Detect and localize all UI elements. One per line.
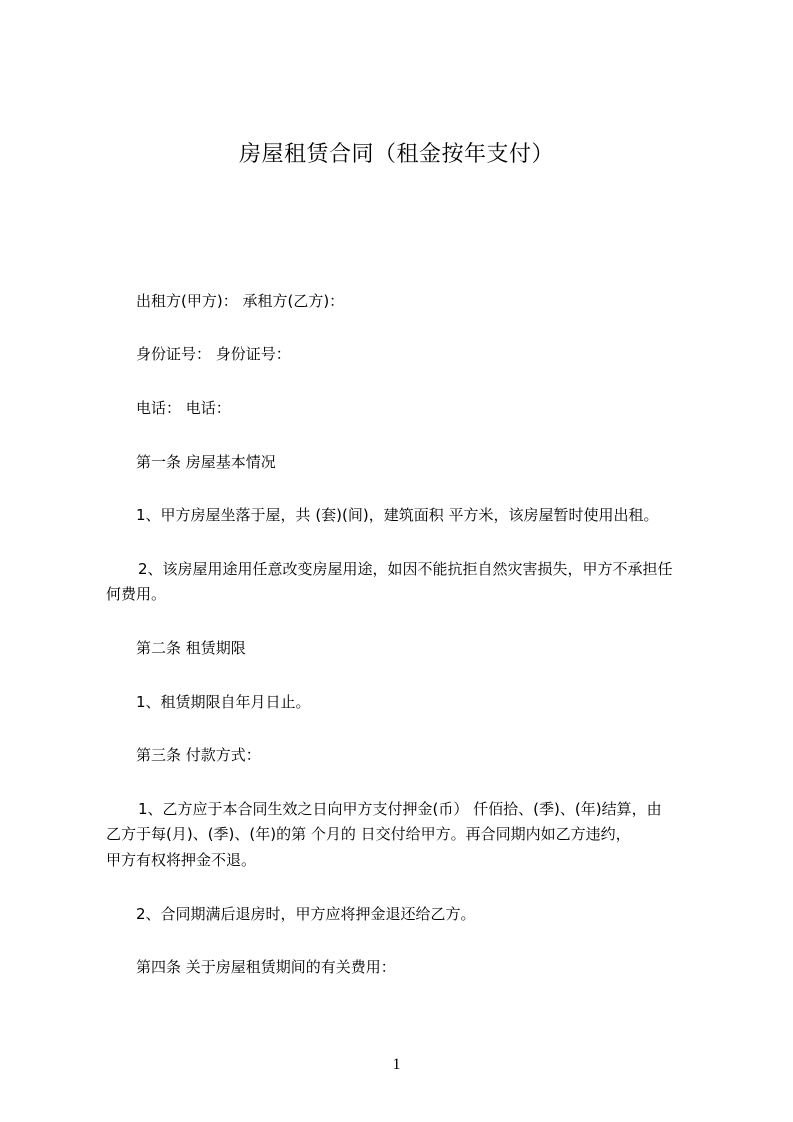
parties-line: 出租方(甲方)： 承租方(乙方)： (136, 292, 345, 310)
article-1-clause-1: 1、甲方房屋坐落于屋，共 (套)(间)，建筑面积 平方米，该房屋暂时使用出租。 (136, 506, 659, 524)
page-number: 1 (392, 1056, 401, 1073)
article-3-heading: 第三条 付款方式： (136, 746, 261, 764)
article-1-heading: 第一条 房屋基本情况 (136, 453, 276, 471)
article-3-clause-1-line-1: 1、乙方应于本合同生效之日向甲方支付押金(币） 仟佰拾、(季)、(年)结算，由 (138, 800, 662, 818)
phone-line: 电话： 电话： (136, 399, 231, 417)
id-number-line: 身份证号： 身份证号： (136, 345, 291, 363)
article-3-clause-1-line-3: 甲方有权将押金不退。 (106, 851, 257, 869)
article-2-heading: 第二条 租赁期限 (136, 639, 246, 657)
article-3-clause-2: 2、合同期满后退房时，甲方应将押金退还给乙方。 (136, 905, 476, 923)
article-1-clause-2-line-2: 何费用。 (106, 585, 167, 603)
document-title: 房屋租赁合同（租金按年支付） (238, 142, 554, 167)
article-2-clause-1: 1、租赁期限自年月日止。 (136, 693, 311, 711)
article-4-heading: 第四条 关于房屋租赁期间的有关费用： (136, 958, 396, 976)
article-1-clause-2-line-1: 2、该房屋用途用任意改变房屋用途，如因不能抗拒自然灾害损失，甲方不承担任 (138, 560, 673, 578)
article-3-clause-1-line-2: 乙方于每(月)、(季)、(年)的第 个月的 日交付给甲方。再合同期内如乙方违约， (106, 825, 631, 843)
